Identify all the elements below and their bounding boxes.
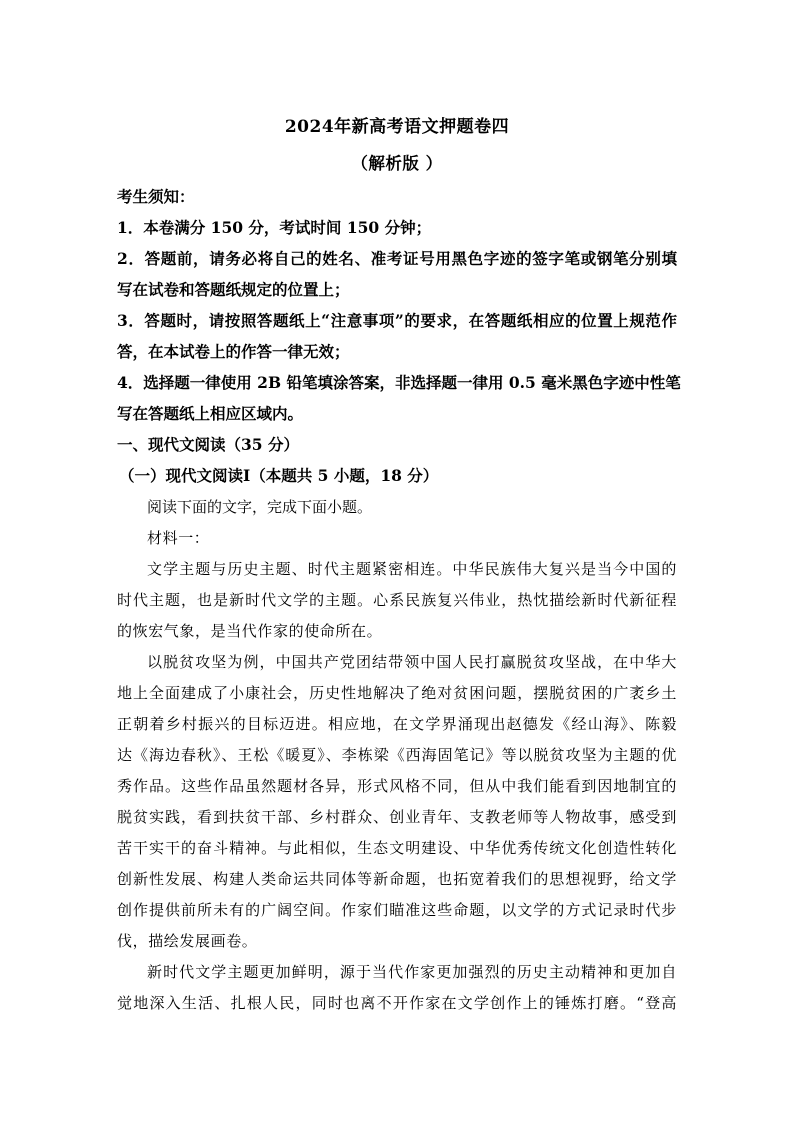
passage-line: 新时代文学主题更加鲜明，源于当代作家更加强烈的历史主动精神和更加自	[147, 963, 677, 981]
passage-line: 苦干实干的奋斗精神。与此相似，生态文明建设、中华优秀传统文化创造性转化	[117, 839, 677, 857]
passage-line: 觉地深入生活、扎根人民，同时也离不开作家在文学创作上的锤炼打磨。“登高	[117, 994, 677, 1012]
notice-item: 答，在本试卷上的作答一律无效；	[117, 342, 350, 361]
reading-instruction: 阅读下面的文字，完成下面小题。	[147, 498, 373, 516]
passage-line: 的恢宏气象，是当代作家的使命所在。	[117, 622, 383, 640]
notice-item: 3．答题时，请按照答题纸上“注意事项”的要求，在答题纸相应的位置上规范作	[117, 311, 677, 330]
passage-line: 时代主题，也是新时代文学的主题。心系民族复兴伟业，热忱描绘新时代新征程	[117, 591, 677, 609]
passage-line: 脱贫实践，看到扶贫干部、乡村群众、创业青年、支教老师等人物故事，感受到	[117, 808, 677, 826]
notice-item: 写在试卷和答题纸规定的位置上；	[117, 280, 350, 299]
material-label: 材料一：	[147, 529, 210, 547]
passage-line: 伐，描绘发展画卷。	[117, 932, 258, 950]
passage-line: 以脱贫攻坚为例，中国共产党团结带领中国人民打赢脱贫攻坚战，在中华大	[147, 653, 677, 671]
passage-line: 正朝着乡村振兴的目标迈进。相应地，在文学界涌现出赵德发《经山海》、陈毅	[117, 715, 677, 733]
notice-heading: 考生须知：	[117, 187, 195, 206]
notice-item: 写在答题纸上相应区域内。	[117, 404, 304, 423]
page-title: 2024年新高考语文押题卷四	[284, 117, 510, 137]
passage-line: 文学主题与历史主题、时代主题紧密相连。中华民族伟大复兴是当今中国的	[147, 560, 677, 578]
notice-item: 4．选择题一律使用 2B 铅笔填涂答案，非选择题一律用 0.5 毫米黑色字迹中性笔	[117, 373, 681, 392]
passage-line: 达《海边春秋》、王松《暖夏》、李栋梁《西海固笔记》等以脱贫攻坚为主题的优	[117, 746, 677, 764]
passage-line: 创新性发展、构建人类命运共同体等新命题，也拓宽着我们的思想视野，给文学	[117, 870, 677, 888]
section-heading: 一、现代文阅读（35 分）	[117, 435, 299, 454]
passage-line: 地上全面建成了小康社会，历史性地解决了绝对贫困问题，摆脱贫困的广袤乡土	[117, 684, 677, 702]
notice-item: 1．本卷满分 150 分，考试时间 150 分钟；	[117, 218, 432, 237]
passage-line: 创作提供前所未有的广阔空间。作家们瞄准这些命题，以文学的方式记录时代步	[117, 901, 677, 919]
passage-line: 秀作品。这些作品虽然题材各异，形式风格不同，但从中我们能看到因地制宜的	[117, 777, 677, 795]
notice-item: 2．答题前，请务必将自己的姓名、准考证号用黑色字迹的签字笔或钢笔分别填	[117, 249, 677, 268]
subsection-heading: （一）现代文阅读Ⅰ（本题共 5 小题，18 分）	[119, 466, 439, 485]
page-subtitle: （解析版 ）	[351, 154, 443, 173]
